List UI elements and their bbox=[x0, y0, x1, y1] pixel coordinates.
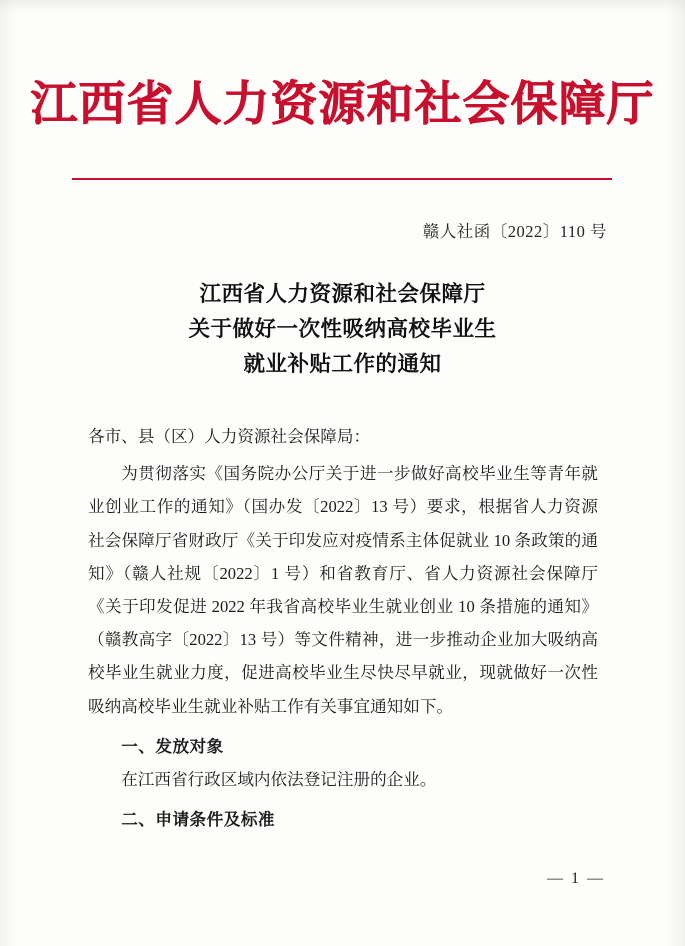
document-body bbox=[88, 420, 598, 836]
page-title bbox=[0, 278, 685, 382]
section-heading-2: 二、申请条件及标准 bbox=[121, 809, 276, 830]
letterhead-divider bbox=[72, 178, 612, 180]
body-paragraph-1: 为贯彻落实《国务院办公厅关于进一步做好高校毕业生等青年就业创业工作的通知》（国办发〔2022〕13 号）要求，根据省人力资源社会保障厅省财政厅《关于印发应对疫情系主体促就业 10 条政策的通知》（赣人社规〔2022〕1 号）和省教育厅、省人力资源社会保障厅《关于印发促进 2022 年我省高校毕业生就业创业 10 条措施的通知》（赣教高字〔2022〕13 号）等文件精神，进一步推动企业加大吸纳高校毕业生就业力度，促进高校毕业生尽快尽早就业，现就做好一次性吸纳高校毕业生就业补贴工作有关事宜通知如下。 bbox=[88, 464, 598, 716]
salutation: 各市、县（区）人力资源社会保障局： bbox=[88, 427, 371, 446]
scan-edge-top bbox=[0, 0, 685, 14]
page-title-line-1: 江西省人力资源和社会保障厅 bbox=[199, 282, 486, 307]
scan-edge-right bbox=[667, 0, 685, 946]
scan-edge-left bbox=[0, 0, 16, 946]
document-number: 赣人社函〔2022〕110 号 bbox=[422, 222, 607, 241]
letterhead bbox=[0, 78, 685, 132]
page-title-line-2: 关于做好一次性吸纳高校毕业生 bbox=[188, 316, 497, 342]
section-heading-1: 一、发放对象 bbox=[121, 735, 224, 756]
section-content-1: 在江西省行政区域内依法登记注册的企业。 bbox=[121, 769, 437, 789]
page-number: — 1 — bbox=[547, 870, 605, 887]
letterhead-title: 江西省人力资源和社会保障厅 bbox=[30, 77, 655, 132]
page-title-line-3: 就业补贴工作的通知 bbox=[243, 351, 442, 377]
